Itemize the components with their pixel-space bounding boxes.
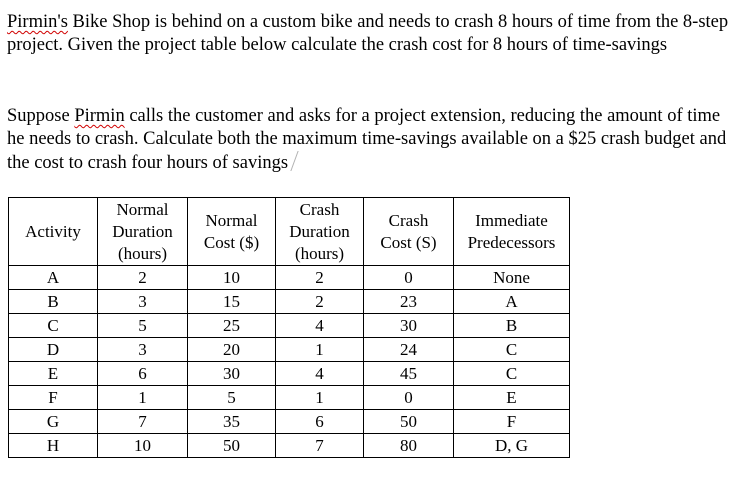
table-row [9,266,570,290]
header-normal-duration: Normal Duration (hours) [98,198,188,266]
cell-predecessors: None [454,266,570,290]
table-row [9,290,570,314]
header-crash-cost: Crash Cost (S) [364,198,454,266]
cell-activity: C [9,314,98,338]
cell-normal-duration: 1 [98,386,188,410]
cell-normal-duration: 3 [98,290,188,314]
cell-activity: H [9,434,98,458]
cell-predecessors: B [454,314,570,338]
header-crash-duration: Crash Duration (hours) [276,198,364,266]
cell-normal-cost: 25 [188,314,276,338]
table-row [9,338,570,362]
table-row [9,434,570,458]
paragraph-2-text: calls the customer and asks for a project extension, reducing the amount of time he needs to crash. Calculate both the maximum time-savings available on a $25 crash budget and the cost to crash four hours of savings [7,106,727,173]
cell-normal-duration: 5 [98,314,188,338]
table-header-row [9,198,570,266]
spellcheck-word-pirmin: Pirmin [74,106,125,126]
cell-activity: E [9,362,98,386]
text-cursor [290,151,298,171]
paragraph-1-text: Bike Shop is behind on a custom bike and needs to crash 8 hours of time from the 8-step project. Given the project table below calculate the crash cost for 8 hours of time-savings [7,12,729,55]
cell-crash-duration: 4 [276,362,364,386]
table-row [9,362,570,386]
cell-normal-cost: 35 [188,410,276,434]
spellcheck-word-pirmins: Pirmin's [7,12,68,32]
cell-crash-duration: 4 [276,314,364,338]
cell-crash-cost: 45 [364,362,454,386]
cell-activity: B [9,290,98,314]
cell-crash-duration: 2 [276,266,364,290]
cell-normal-duration: 3 [98,338,188,362]
cell-crash-cost: 23 [364,290,454,314]
cell-predecessors: C [454,338,570,362]
cell-predecessors: D, G [454,434,570,458]
cell-predecessors: C [454,362,570,386]
header-normal-cost: Normal Cost ($) [188,198,276,266]
cell-crash-cost: 0 [364,266,454,290]
cell-predecessors: E [454,386,570,410]
header-activity: Activity [9,198,98,266]
table-row [9,410,570,434]
problem-paragraph-2 [7,105,732,175]
cell-crash-duration: 1 [276,338,364,362]
cell-predecessors: A [454,290,570,314]
cell-normal-cost: 30 [188,362,276,386]
project-table [8,197,570,458]
cell-activity: D [9,338,98,362]
cell-normal-cost: 50 [188,434,276,458]
cell-crash-cost: 80 [364,434,454,458]
cell-predecessors: F [454,410,570,434]
cell-crash-cost: 24 [364,338,454,362]
cell-crash-cost: 0 [364,386,454,410]
problem-paragraph-1 [7,11,732,57]
cell-normal-duration: 6 [98,362,188,386]
cell-crash-duration: 1 [276,386,364,410]
cell-normal-duration: 2 [98,266,188,290]
cell-crash-duration: 7 [276,434,364,458]
table-row [9,314,570,338]
cell-crash-cost: 30 [364,314,454,338]
cell-activity: F [9,386,98,410]
cell-normal-cost: 10 [188,266,276,290]
cell-normal-cost: 5 [188,386,276,410]
cell-crash-duration: 2 [276,290,364,314]
cell-normal-cost: 15 [188,290,276,314]
header-immediate-predecessors: Immediate Predecessors [454,198,570,266]
cell-normal-cost: 20 [188,338,276,362]
table-row [9,386,570,410]
cell-crash-duration: 6 [276,410,364,434]
cell-activity: A [9,266,98,290]
paragraph-2-lead: Suppose [7,106,75,126]
cell-normal-duration: 10 [98,434,188,458]
cell-activity: G [9,410,98,434]
cell-normal-duration: 7 [98,410,188,434]
cell-crash-cost: 50 [364,410,454,434]
